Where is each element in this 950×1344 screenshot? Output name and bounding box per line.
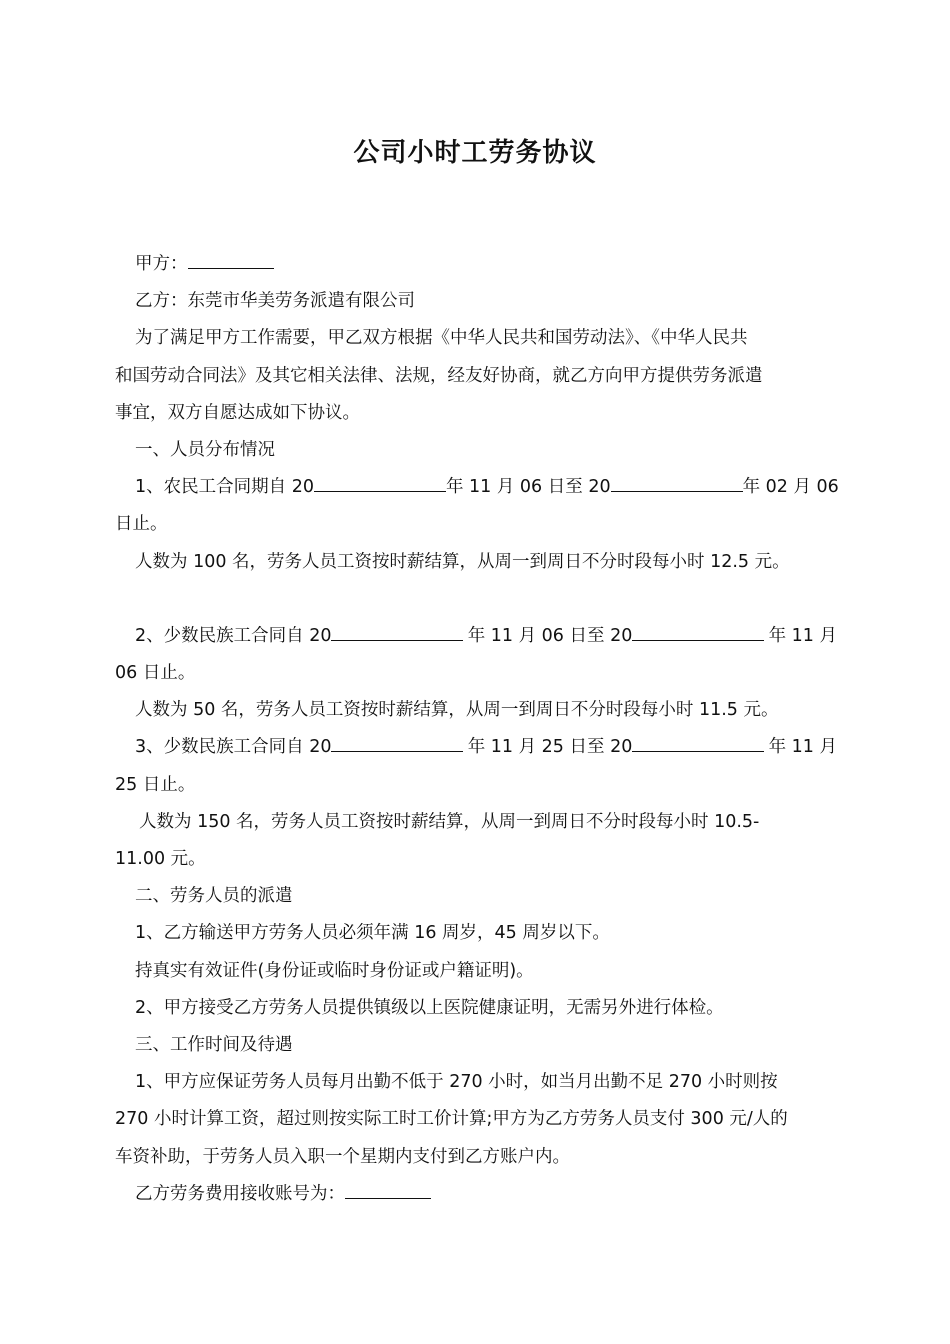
date-blank	[314, 471, 446, 492]
intro-line-1: 为了满足甲方工作需要，甲乙双方根据《中华人民共和国劳动法》、《中华人民共	[135, 328, 748, 349]
section1-item1-detail: 人数为 100 名，劳务人员工资按时薪结算，从周一到周日不分时段每小时 12.5 元。	[135, 551, 790, 572]
section3-item1-line2: 270 小时计算工资，超过则按实际工时工价计算;甲方为乙方劳务人员支付 300 元/人的	[115, 1109, 788, 1130]
item2-part-b: 年 11 月 06 日至 20	[468, 618, 765, 655]
section3-item1-line3: 车资补助，于劳务人员入职一个星期内支付到乙方账户内。	[115, 1146, 570, 1167]
party-a-line	[115, 246, 837, 283]
account-label: 乙方劳务费用接收账号为：	[135, 1183, 345, 1204]
date-blank	[331, 731, 463, 752]
section1-heading: 一、人员分布情况	[135, 439, 275, 460]
intro-line-3: 事宜，双方自愿达成如下协议。	[115, 402, 360, 423]
section1-item1-cont: 日止。	[115, 514, 168, 535]
account-line	[115, 1176, 837, 1213]
document-title: 公司小时工劳务协议	[353, 138, 597, 168]
section3-item1-line1: 1、甲方应保证劳务人员每月出勤不低于 270 小时，如当月出勤不足 270 小时则按	[135, 1072, 778, 1093]
item3-part-a: 3、少数民族工合同自 20	[135, 729, 463, 766]
section1-item1-line	[115, 469, 837, 506]
item3-part-b: 年 11 月 25 日至 20	[468, 729, 765, 766]
document-body	[115, 246, 837, 1213]
account-blank	[345, 1178, 431, 1199]
item2-part-c: 年 11 月	[768, 625, 837, 646]
section1-item2-line	[115, 618, 837, 655]
date-blank	[611, 471, 743, 492]
section1-item3-cont: 25 日止。	[115, 774, 196, 795]
item1-part-b: 年 11 月 06 日至 20	[446, 469, 743, 506]
section2-heading: 二、劳务人员的派遣	[135, 886, 293, 907]
section1-item2-detail: 人数为 50 名，劳务人员工资按时薪结算，从周一到周日不分时段每小时 11.5 元。	[135, 700, 779, 721]
intro-line-2: 和国劳动合同法》及其它相关法律、法规，经友好协商，就乙方向甲方提供劳务派遣	[115, 365, 763, 386]
section3-heading: 三、工作时间及待遇	[135, 1034, 293, 1055]
item2-part-a: 2、少数民族工合同自 20	[135, 618, 463, 655]
date-blank	[632, 731, 764, 752]
item1-part-a: 1、农民工合同期自 20	[135, 469, 446, 506]
item3-part-c: 年 11 月	[768, 737, 837, 758]
item1-part-c: 年 02 月 06	[742, 477, 839, 498]
spacer	[115, 581, 837, 618]
section1-item3-line	[115, 729, 837, 766]
party-a-label: 甲方：	[135, 254, 188, 274]
party-a-blank	[188, 248, 274, 269]
date-blank	[632, 620, 764, 641]
section1-item3-detail-cont: 11.00 元。	[115, 849, 206, 869]
section1-item2-cont: 06 日止。	[115, 663, 196, 684]
section1-item3-detail: 人数为 150 名，劳务人员工资按时薪结算，从周一到周日不分时段每小时 10.5-	[139, 811, 760, 832]
section2-item2: 2、甲方接受乙方劳务人员提供镇级以上医院健康证明，无需另外进行体检。	[135, 997, 724, 1018]
date-blank	[331, 620, 463, 641]
party-b-line: 乙方：东莞市华美劳务派遣有限公司	[135, 291, 415, 312]
section2-item1-note: 持真实有效证件(身份证或临时身份证或户籍证明)。	[135, 960, 534, 981]
section2-item1: 1、乙方输送甲方劳务人员必须年满 16 周岁，45 周岁以下。	[135, 923, 610, 944]
